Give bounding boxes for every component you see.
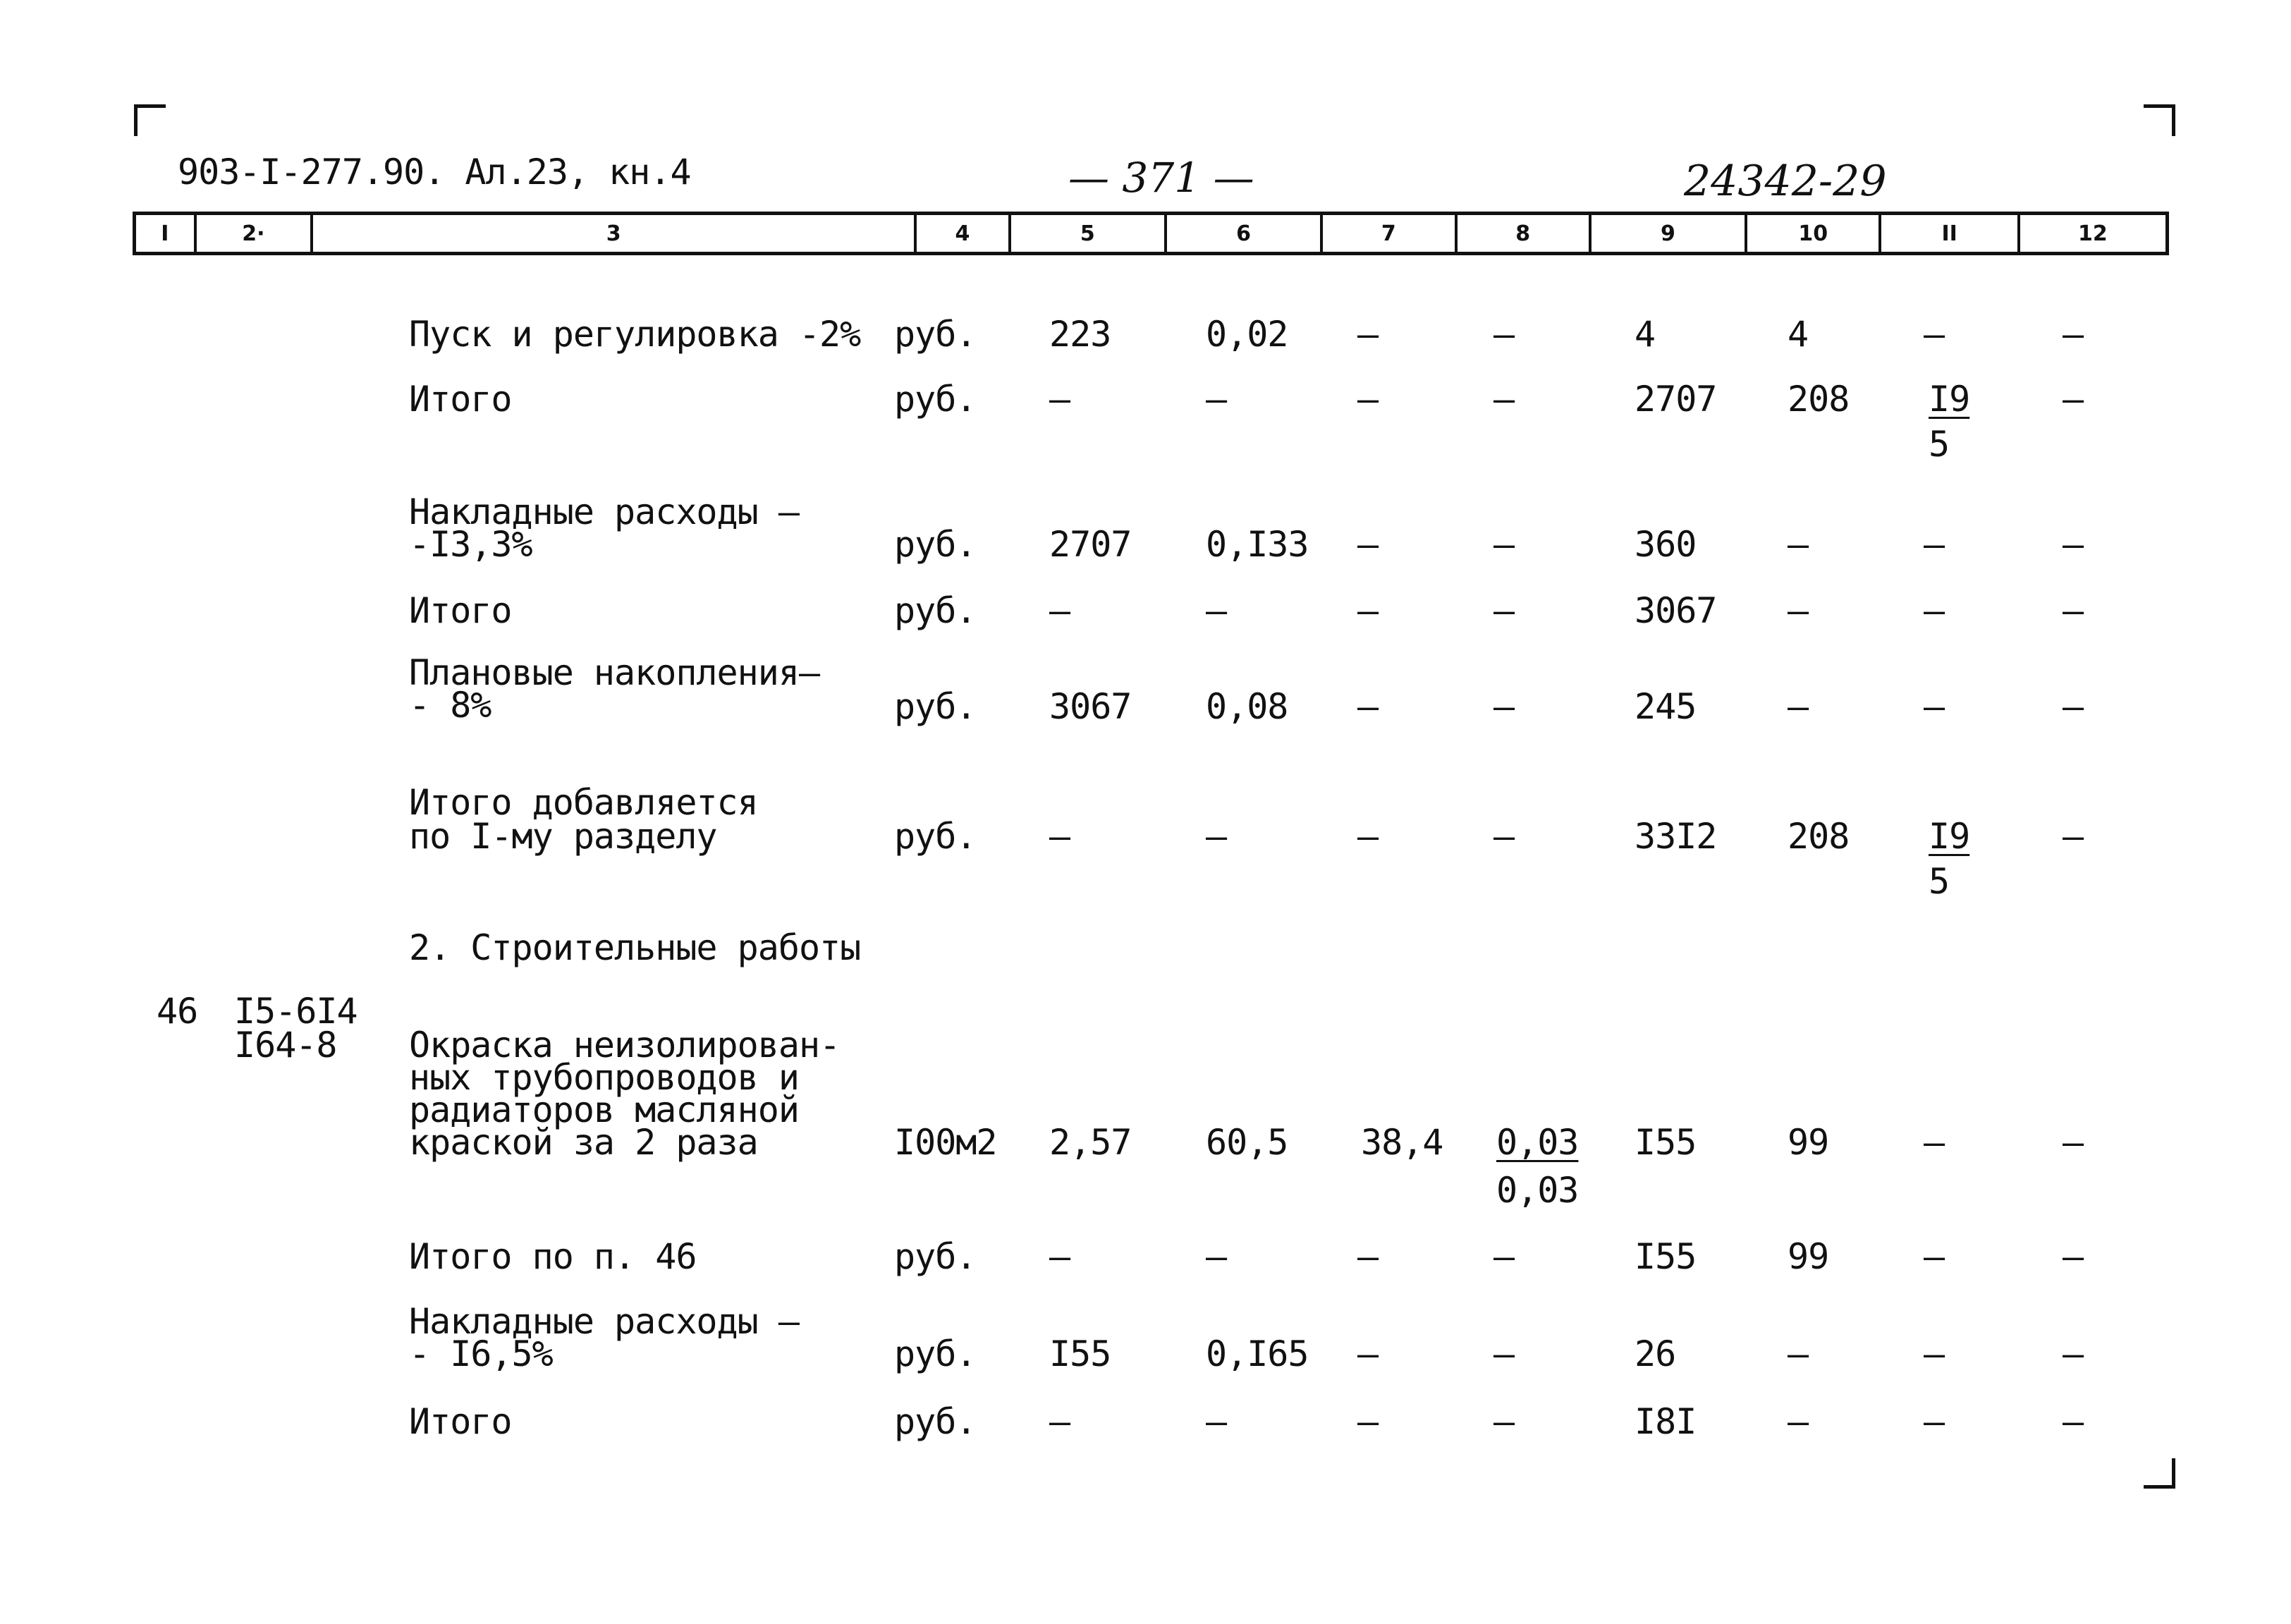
row-name: -I3,3% bbox=[409, 524, 532, 565]
row-cell-8: – bbox=[1493, 686, 1515, 727]
row-name: Итого bbox=[409, 379, 512, 420]
row-cell-12: – bbox=[2063, 524, 2084, 565]
section-heading: 2. Строительные работы bbox=[409, 927, 861, 968]
row-cell-8: – bbox=[1493, 1333, 1515, 1374]
row-cell-12: – bbox=[2063, 686, 2084, 727]
row-name: Накладные расходы – bbox=[409, 1301, 799, 1342]
row-cell-11-sub: 5 bbox=[1929, 861, 1950, 902]
row-cell-12: – bbox=[2063, 1333, 2084, 1374]
row-name: по I-му разделу bbox=[409, 816, 717, 857]
row-cell-5: – bbox=[1049, 1236, 1070, 1277]
row-cell-12: – bbox=[2063, 314, 2084, 355]
row-cell-6: – bbox=[1206, 1236, 1227, 1277]
row-cell-11-sub: 5 bbox=[1929, 424, 1950, 465]
row-cell-8: – bbox=[1493, 379, 1515, 420]
row-cell-8: – bbox=[1493, 1401, 1515, 1442]
column-header: 2· bbox=[197, 215, 313, 252]
row-cell-5: I55 bbox=[1049, 1333, 1111, 1374]
row-cell-7: – bbox=[1357, 524, 1379, 565]
row-cell-7: – bbox=[1357, 816, 1379, 857]
row-cell-7: – bbox=[1357, 686, 1379, 727]
row-cell-11: – bbox=[1924, 590, 1945, 631]
row-cell-8: – bbox=[1493, 524, 1515, 565]
row-cell-12: – bbox=[2063, 816, 2084, 857]
row-cell-12: – bbox=[2063, 1236, 2084, 1277]
column-header: I bbox=[136, 215, 197, 252]
row-cell-8: – bbox=[1493, 1236, 1515, 1277]
row-cell-6: 0,02 bbox=[1206, 314, 1288, 355]
row-cell-10: 208 bbox=[1788, 816, 1850, 857]
row-cell-10: 4 bbox=[1788, 314, 1809, 355]
row-cell-5: 3067 bbox=[1049, 686, 1132, 727]
row-cell-6: – bbox=[1206, 379, 1227, 420]
row-cell-9: 33I2 bbox=[1635, 816, 1717, 857]
row-cell-7: – bbox=[1357, 1236, 1379, 1277]
item-code: I64-8 bbox=[234, 1025, 337, 1066]
row-cell-5: – bbox=[1049, 1401, 1070, 1442]
row-cell-9: I8I bbox=[1635, 1401, 1697, 1442]
row-cell-11: – bbox=[1924, 314, 1945, 355]
row-cell-11: – bbox=[1924, 686, 1945, 727]
row-cell-5: – bbox=[1049, 816, 1070, 857]
row-cell-9: 360 bbox=[1635, 524, 1697, 565]
row-cell-12: – bbox=[2063, 1401, 2084, 1442]
row-name: Итого bbox=[409, 1401, 512, 1442]
sheet-code: 24342-29 bbox=[1684, 157, 1887, 206]
row-cell-6: 0,08 bbox=[1206, 686, 1288, 727]
row-cell-10: – bbox=[1788, 1401, 1809, 1442]
row-cell-5: 2707 bbox=[1049, 524, 1132, 565]
row-cell-11: – bbox=[1924, 1122, 1945, 1163]
row-cell-11: – bbox=[1924, 1401, 1945, 1442]
row-unit: руб. bbox=[894, 1236, 977, 1277]
row-cell-8: – bbox=[1493, 590, 1515, 631]
row-cell-11: – bbox=[1924, 1236, 1945, 1277]
row-unit: руб. bbox=[894, 816, 977, 857]
column-header: 3 bbox=[313, 215, 917, 252]
row-name: Плановые накопления– bbox=[409, 652, 820, 693]
row-name: ных трубопроводов и bbox=[409, 1057, 799, 1098]
row-cell-6: – bbox=[1206, 1401, 1227, 1442]
corner-mark-bottom-right bbox=[2144, 1458, 2175, 1489]
row-cell-10: 208 bbox=[1788, 379, 1850, 420]
row-cell-6: 0,I65 bbox=[1206, 1333, 1309, 1374]
row-cell-10: 99 bbox=[1788, 1236, 1829, 1277]
row-cell-12: – bbox=[2063, 1122, 2084, 1163]
row-cell-11: I9 bbox=[1929, 379, 1970, 420]
row-name: Итого bbox=[409, 590, 512, 631]
column-header: 4 bbox=[917, 215, 1011, 252]
row-cell-10: – bbox=[1788, 1333, 1809, 1374]
item-code: I5-6I4 bbox=[234, 991, 358, 1032]
column-header: II bbox=[1881, 215, 2020, 252]
row-cell-10: – bbox=[1788, 686, 1809, 727]
row-cell-5: – bbox=[1049, 379, 1070, 420]
row-unit: руб. bbox=[894, 1401, 977, 1442]
row-cell-7: – bbox=[1357, 314, 1379, 355]
row-cell-11: I9 bbox=[1929, 816, 1970, 857]
column-header: 12 bbox=[2078, 221, 2108, 246]
row-cell-12: – bbox=[2063, 379, 2084, 420]
row-cell-5: 223 bbox=[1049, 314, 1111, 355]
row-unit: руб. bbox=[894, 1333, 977, 1374]
row-cell-8: – bbox=[1493, 314, 1515, 355]
corner-mark-top-left bbox=[134, 104, 166, 136]
row-name: - 8% bbox=[409, 685, 491, 726]
row-cell-10: 99 bbox=[1788, 1122, 1829, 1163]
row-cell-8: 0,03 bbox=[1496, 1122, 1579, 1163]
column-header: 10 bbox=[1747, 215, 1881, 252]
row-cell-9: 2707 bbox=[1635, 379, 1717, 420]
row-cell-9: 245 bbox=[1635, 686, 1697, 727]
row-unit: руб. bbox=[894, 524, 977, 565]
row-unit: руб. bbox=[894, 379, 977, 420]
row-cell-11: – bbox=[1924, 1333, 1945, 1374]
item-number: 46 bbox=[157, 991, 198, 1032]
column-header: 9 bbox=[1592, 215, 1747, 252]
row-cell-5: 2,57 bbox=[1049, 1122, 1132, 1163]
row-name: радиаторов масляной bbox=[409, 1089, 799, 1130]
corner-mark-top-right bbox=[2144, 104, 2175, 136]
row-unit: руб. bbox=[894, 314, 977, 355]
column-header-row bbox=[133, 212, 2169, 255]
row-name: Итого добавляется bbox=[409, 782, 758, 823]
row-cell-12: – bbox=[2063, 590, 2084, 631]
row-name: Пуск и регулировка -2% bbox=[409, 314, 861, 355]
row-cell-6: – bbox=[1206, 816, 1227, 857]
row-cell-9: 3067 bbox=[1635, 590, 1717, 631]
column-header: 5 bbox=[1011, 215, 1167, 252]
row-unit: руб. bbox=[894, 686, 977, 727]
row-cell-8: – bbox=[1493, 816, 1515, 857]
row-name: - I6,5% bbox=[409, 1333, 553, 1374]
page-number: — 371 — bbox=[1068, 154, 1254, 202]
row-cell-6: 60,5 bbox=[1206, 1122, 1288, 1163]
row-cell-9: 4 bbox=[1635, 314, 1656, 355]
row-unit: руб. bbox=[894, 590, 977, 631]
row-unit: I00м2 bbox=[894, 1122, 997, 1163]
row-cell-7: – bbox=[1357, 1401, 1379, 1442]
row-name: Окраска неизолирован- bbox=[409, 1025, 841, 1066]
row-name: Итого по п. 46 bbox=[409, 1236, 697, 1277]
row-cell-10: – bbox=[1788, 524, 1809, 565]
row-cell-10: – bbox=[1788, 590, 1809, 631]
row-name: краской за 2 раза bbox=[409, 1122, 758, 1163]
row-cell-6: – bbox=[1206, 590, 1227, 631]
row-cell-9: I55 bbox=[1635, 1122, 1697, 1163]
row-cell-7: – bbox=[1357, 590, 1379, 631]
row-cell-11: – bbox=[1924, 524, 1945, 565]
row-cell-7: – bbox=[1357, 379, 1379, 420]
row-cell-7: – bbox=[1357, 1333, 1379, 1374]
row-cell-5: – bbox=[1049, 590, 1070, 631]
row-cell-9: 26 bbox=[1635, 1333, 1676, 1374]
column-header: 7 bbox=[1323, 215, 1457, 252]
row-name: Накладные расходы – bbox=[409, 492, 799, 532]
row-cell-6: 0,I33 bbox=[1206, 524, 1309, 565]
row-cell-7: 38,4 bbox=[1361, 1122, 1443, 1163]
row-cell-9: I55 bbox=[1635, 1236, 1697, 1277]
row-cell-8-sub: 0,03 bbox=[1496, 1170, 1579, 1211]
column-header: 8 bbox=[1458, 215, 1592, 252]
column-header: 6 bbox=[1167, 215, 1323, 252]
document-code: 903-I-277.90. Ал.23, кн.4 bbox=[178, 152, 691, 193]
